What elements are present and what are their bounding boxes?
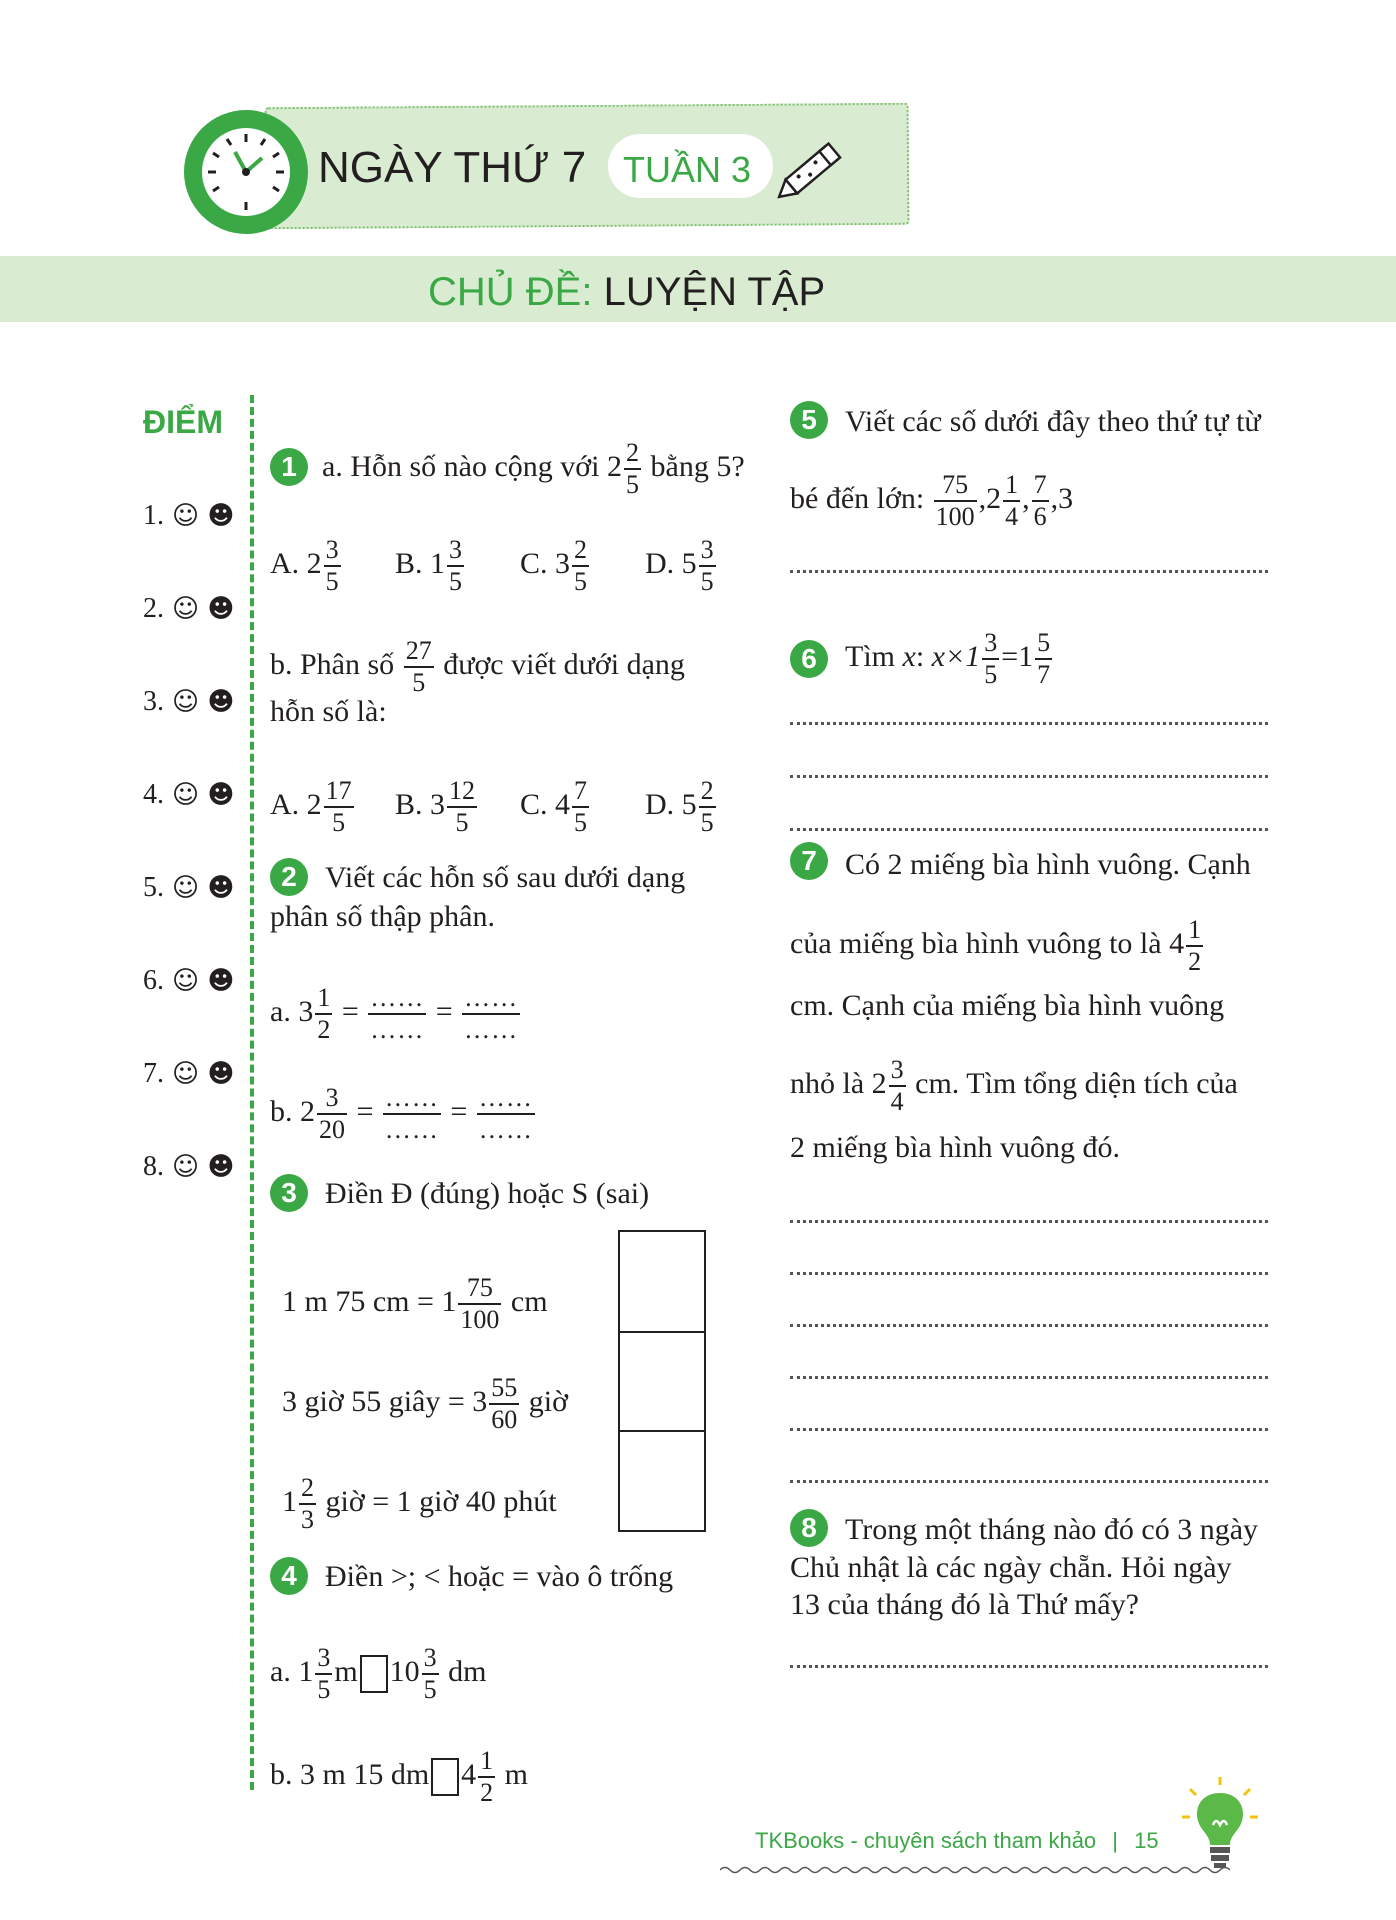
q8-line1: Trong một tháng nào đó có 3 ngày [845, 1513, 1259, 1546]
q1-b-option-d[interactable]: D. 5 $\frac{2}{5}$ [645, 776, 714, 837]
topic-name: LUYỆN TẬP [603, 270, 826, 314]
q7-line1: Có 2 miếng bìa hình vuông. Cạnh [845, 848, 1251, 881]
footer-separator: | [1112, 1828, 1119, 1853]
answer-line[interactable] [790, 828, 1268, 831]
q7-line4: nhỏ là 2 $\frac{3}{4}$ cm. Tìm tổng diện tích của [790, 1055, 1238, 1116]
answer-line[interactable] [790, 722, 1268, 725]
q8-line3: 13 của tháng đó là Thứ mấy? [790, 1588, 1139, 1621]
score-row: 2. ☺ ☻ [143, 593, 235, 624]
q1-b-text: b. Phân số $\frac{27}{5}$ được viết dưới dạng [270, 636, 685, 697]
score-title: ĐIỂM [143, 404, 223, 440]
score-row: 7. ☺ ☻ [143, 1058, 235, 1089]
question-number-6: 6 [790, 640, 828, 678]
page-number: 15 [1134, 1828, 1159, 1853]
q1-b-line2: hỗn số là: [270, 695, 387, 728]
q3-row-2: 3 giờ 55 giây = 3 $\frac{55}{60}$ giờ [282, 1373, 568, 1434]
answer-line[interactable] [790, 1376, 1268, 1379]
q2-line1: Viết các hỗn số sau dưới dạng [325, 861, 686, 894]
q2-a: a. 3 $\frac{1}{2}$ = $\frac{\dots\dots}{\dots\dots}$ = $\frac{\dots\dots}{\dots\dots}$ [270, 983, 519, 1044]
clock-face [202, 128, 290, 216]
q3-row-3: 1 $\frac{2}{3}$ giờ = 1 giờ 40 phút [282, 1473, 557, 1534]
question-number-1: 1 [270, 448, 308, 486]
q8-line2: Chủ nhật là các ngày chẵn. Hỏi ngày [790, 1551, 1232, 1584]
q7-line2: của miếng bìa hình vuông to là 4 $\frac{1}{2}$ [790, 915, 1202, 976]
question-number-8: 8 [790, 1509, 828, 1547]
score-row: 8. ☺ ☻ [143, 1151, 235, 1182]
q1-a-option-a[interactable]: A. 2 $\frac{3}{5}$ [270, 535, 339, 596]
question-number-7: 7 [790, 842, 828, 880]
q1-a-text: a. Hỗn số nào cộng với 2 $\frac{2}{5}$ bằng 5? [322, 438, 745, 499]
answer-line[interactable] [790, 1665, 1268, 1668]
q1-a-option-c[interactable]: C. 3 $\frac{2}{5}$ [520, 535, 588, 596]
q7-line3: cm. Cạnh của miếng bìa hình vuông [790, 989, 1225, 1022]
q1-a-option-b[interactable]: B. 1 $\frac{3}{5}$ [395, 535, 463, 596]
q3-title: Điền Đ (đúng) hoặc S (sai) [325, 1177, 650, 1210]
true-false-answer-boxes[interactable] [618, 1230, 706, 1532]
divider-line [250, 395, 254, 1790]
score-row: 1. ☺ ☻ [143, 500, 235, 531]
q1-b-option-a[interactable]: A. 2 $\frac{17}{5}$ [270, 776, 352, 837]
score-row: 5. ☺ ☻ [143, 872, 235, 903]
q1-a-option-d[interactable]: D. 5 $\frac{3}{5}$ [645, 535, 714, 596]
answer-line[interactable] [790, 1220, 1268, 1223]
answer-line[interactable] [790, 570, 1268, 573]
topic-prefix: CHỦ ĐỀ: [428, 270, 593, 314]
q2-line2: phân số thập phân. [270, 900, 495, 933]
lightbulb-icon [1180, 1775, 1260, 1880]
q1-b-option-c[interactable]: C. 4 $\frac{7}{5}$ [520, 776, 588, 837]
q5-line1: Viết các số dưới đây theo thứ tự từ [845, 405, 1261, 438]
q2-b: b. 2 $\frac{3}{20}$ = $\frac{\dots\dots}{\dots\dots}$ = $\frac{\dots\dots}{\dots\dots}$ [270, 1083, 533, 1144]
answer-line[interactable] [790, 1428, 1268, 1431]
q6-expression: Tìm x: x×1 $\frac{3}{5}$ =1 $\frac{5}{7}$ [845, 628, 1051, 689]
footer [755, 1828, 1159, 1854]
q5-line2: bé đến lớn: $\frac{75}{100}$ ,2 $\frac{1}{4}$ , $\frac{7}{6}$ ,3 [790, 470, 1074, 531]
footer-brand: TKBooks - chuyên sách tham khảo [755, 1828, 1097, 1853]
question-number-2: 2 [270, 858, 308, 896]
answer-line[interactable] [790, 775, 1268, 778]
compare-box[interactable] [360, 1655, 388, 1693]
footer-wave-line [720, 1862, 1230, 1880]
compare-box[interactable] [431, 1758, 459, 1796]
q7-line5: 2 miếng bìa hình vuông đó. [790, 1131, 1120, 1164]
q4-a: a. 1 $\frac{3}{5}$ m 10 $\frac{3}{5}$ dm [270, 1643, 487, 1704]
question-number-4: 4 [270, 1557, 308, 1595]
day-title: NGÀY THỨ 7 [318, 143, 587, 192]
question-number-5: 5 [790, 401, 828, 439]
q1-b-option-b[interactable]: B. 3 $\frac{12}{5}$ [395, 776, 476, 837]
q3-row-1: 1 m 75 cm = 1 $\frac{75}{100}$ cm [282, 1273, 548, 1334]
pencil-icon [775, 128, 855, 213]
week-label: TUẦN 3 [623, 149, 752, 190]
answer-line[interactable] [790, 1272, 1268, 1275]
score-row: 6. ☺ ☻ [143, 965, 235, 996]
answer-line[interactable] [790, 1324, 1268, 1327]
topic-heading [428, 270, 825, 315]
answer-line[interactable] [790, 1480, 1268, 1483]
score-row: 4. ☺ ☻ [143, 779, 235, 810]
q4-b: b. 3 m 15 dm 4 $\frac{1}{2}$ m [270, 1746, 529, 1807]
q4-title: Điền >; < hoặc = vào ô trống [325, 1560, 674, 1593]
question-number-3: 3 [270, 1174, 308, 1212]
score-row: 3. ☺ ☻ [143, 686, 235, 717]
